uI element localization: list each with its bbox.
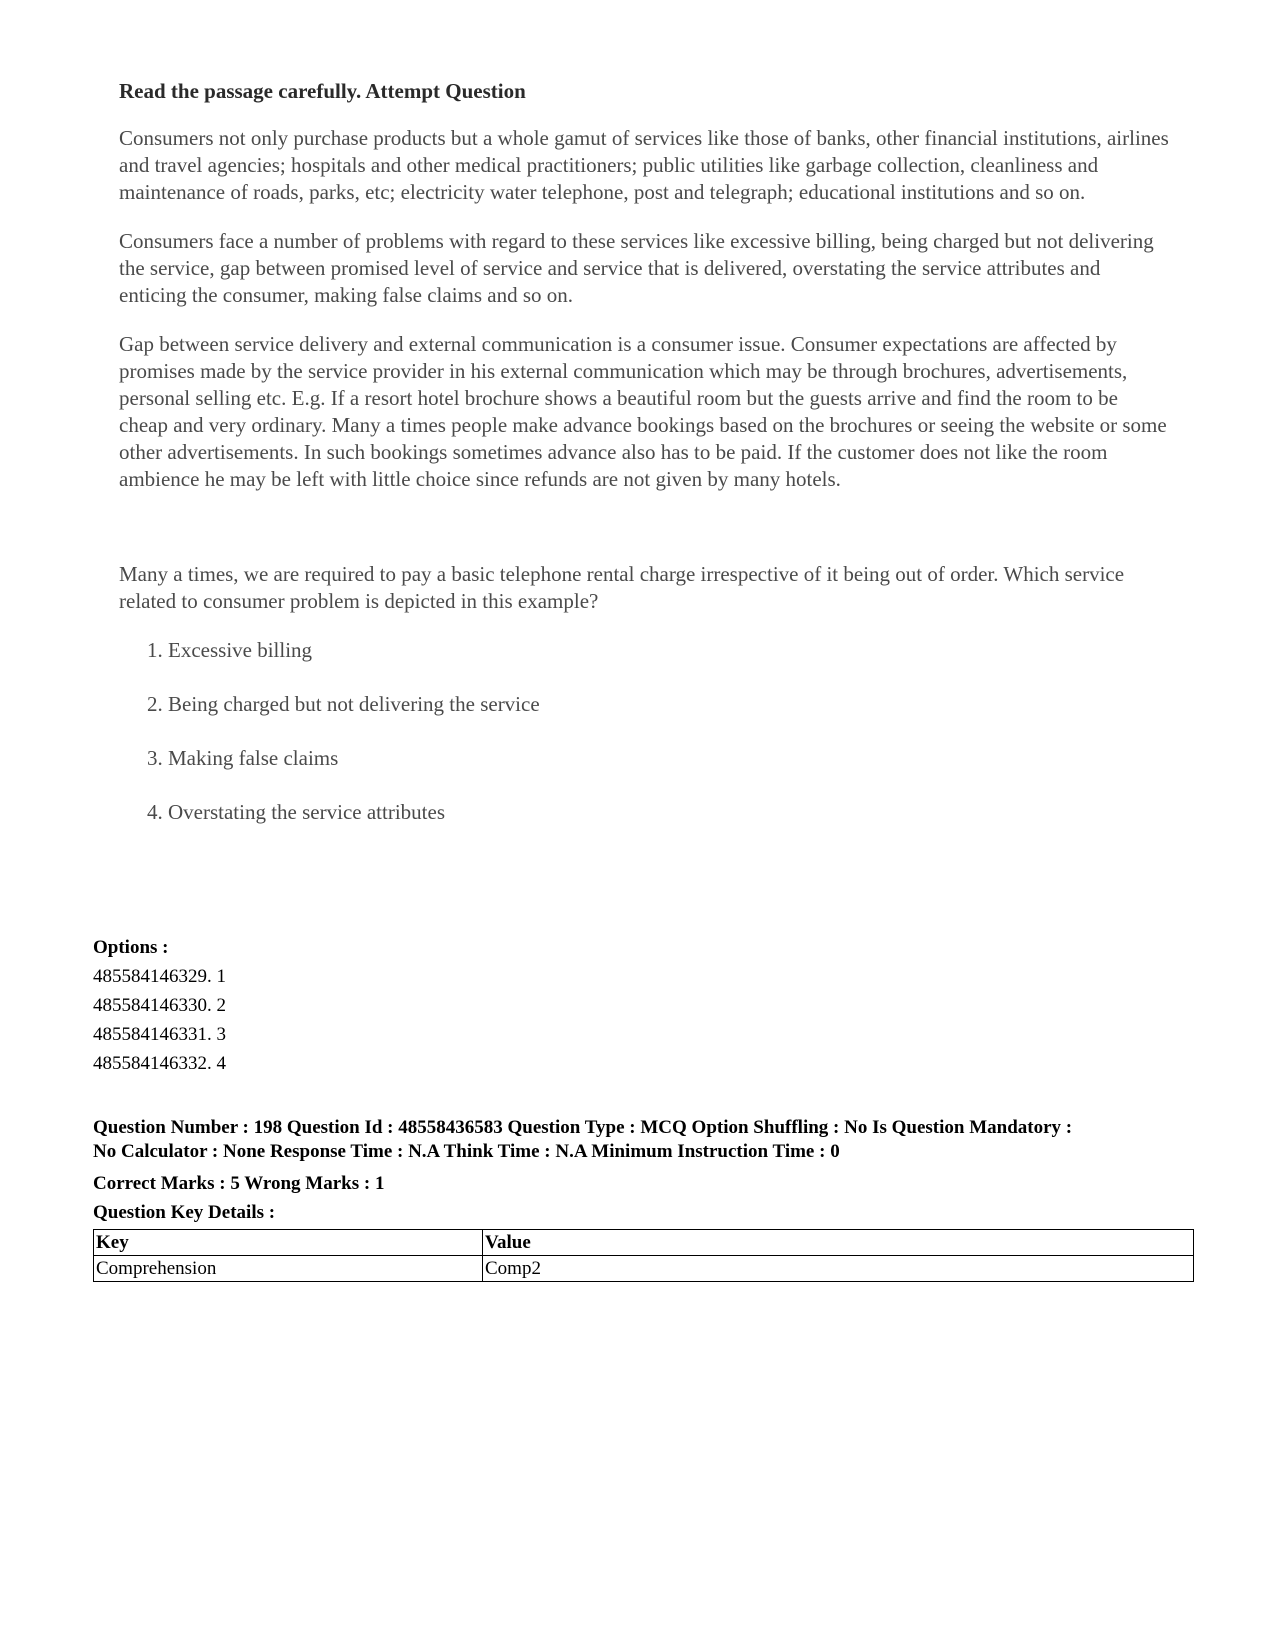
table-header-value: Value: [483, 1230, 1194, 1256]
options-label: Options :: [93, 937, 169, 958]
choice-item: 4. Overstating the service attributes: [147, 800, 445, 824]
choice-item: 1. Excessive billing: [147, 638, 313, 662]
option-id: 485584146331. 3: [93, 1024, 226, 1045]
question-info-line: No Calculator : None Response Time : N.A Think Time : N.A Minimum Instruction Time : 0: [93, 1141, 840, 1162]
marks-line: Correct Marks : 5 Wrong Marks : 1: [93, 1173, 385, 1194]
table-cell-key: Comprehension: [94, 1256, 483, 1282]
choice-item: 2. Being charged but not delivering the service: [147, 692, 540, 716]
table-header-row: [94, 1230, 1194, 1256]
passage-paragraph: Consumers face a number of problems with regard to these services like excessive billing, being charged but not delivering the service, gap between promised level of service and service that is delivered, overstating the service attributes and enticing the consumer, making false claims and so on.: [119, 229, 1154, 307]
question-meta: [93, 933, 1193, 1282]
passage-heading: Read the passage carefully. Attempt Question: [119, 79, 526, 103]
question-info: [93, 1116, 1193, 1164]
question-text: Many a times, we are required to pay a basic telephone rental charge irrespective of it being out of order. Which service related to consumer problem is depicted in this example?: [119, 562, 1125, 613]
option-id: 485584146330. 2: [93, 995, 226, 1016]
choice-list: [119, 637, 1169, 826]
table-cell-value: Comp2: [483, 1256, 1194, 1282]
passage-paragraph: Gap between service delivery and external communication is a consumer issue. Consumer expectations are affected by promises made by the service provider in his external communication which may be through brochures, advertisements, personal selling etc. E.g. If a resort hotel brochure shows a beautiful room but the guests arrive and find the room to be cheap and very ordinary. Many a times people make advance bookings based on the brochures or seeing the website or some other advertisements. In such bookings sometimes advance also has to be paid. If the customer does not like the room ambience he may be left with little choice since refunds are not given by many hotels.: [119, 332, 1167, 491]
question-info-line: Question Number : 198 Question Id : 48558436583 Question Type : MCQ Option Shuffling : No Is Question Mandatory :: [93, 1117, 1073, 1138]
table-row: [94, 1256, 1194, 1282]
option-id: 485584146332. 4: [93, 1053, 226, 1074]
key-details-table: [93, 1229, 1194, 1282]
passage-paragraph: Consumers not only purchase products but a whole gamut of services like those of banks, other financial institutions, airlines and travel agencies; hospitals and other medical practitioners; public utilities like garbage collection, cleanliness and maintenance of roads, parks, etc; electricity water telephone, post and telegraph; educational institutions and so on.: [119, 126, 1169, 204]
passage-image: [119, 78, 1169, 853]
option-id: 485584146329. 1: [93, 966, 226, 987]
key-details-label: Question Key Details :: [93, 1202, 276, 1223]
choice-item: 3. Making false claims: [147, 746, 339, 770]
table-header-key: Key: [94, 1230, 483, 1256]
